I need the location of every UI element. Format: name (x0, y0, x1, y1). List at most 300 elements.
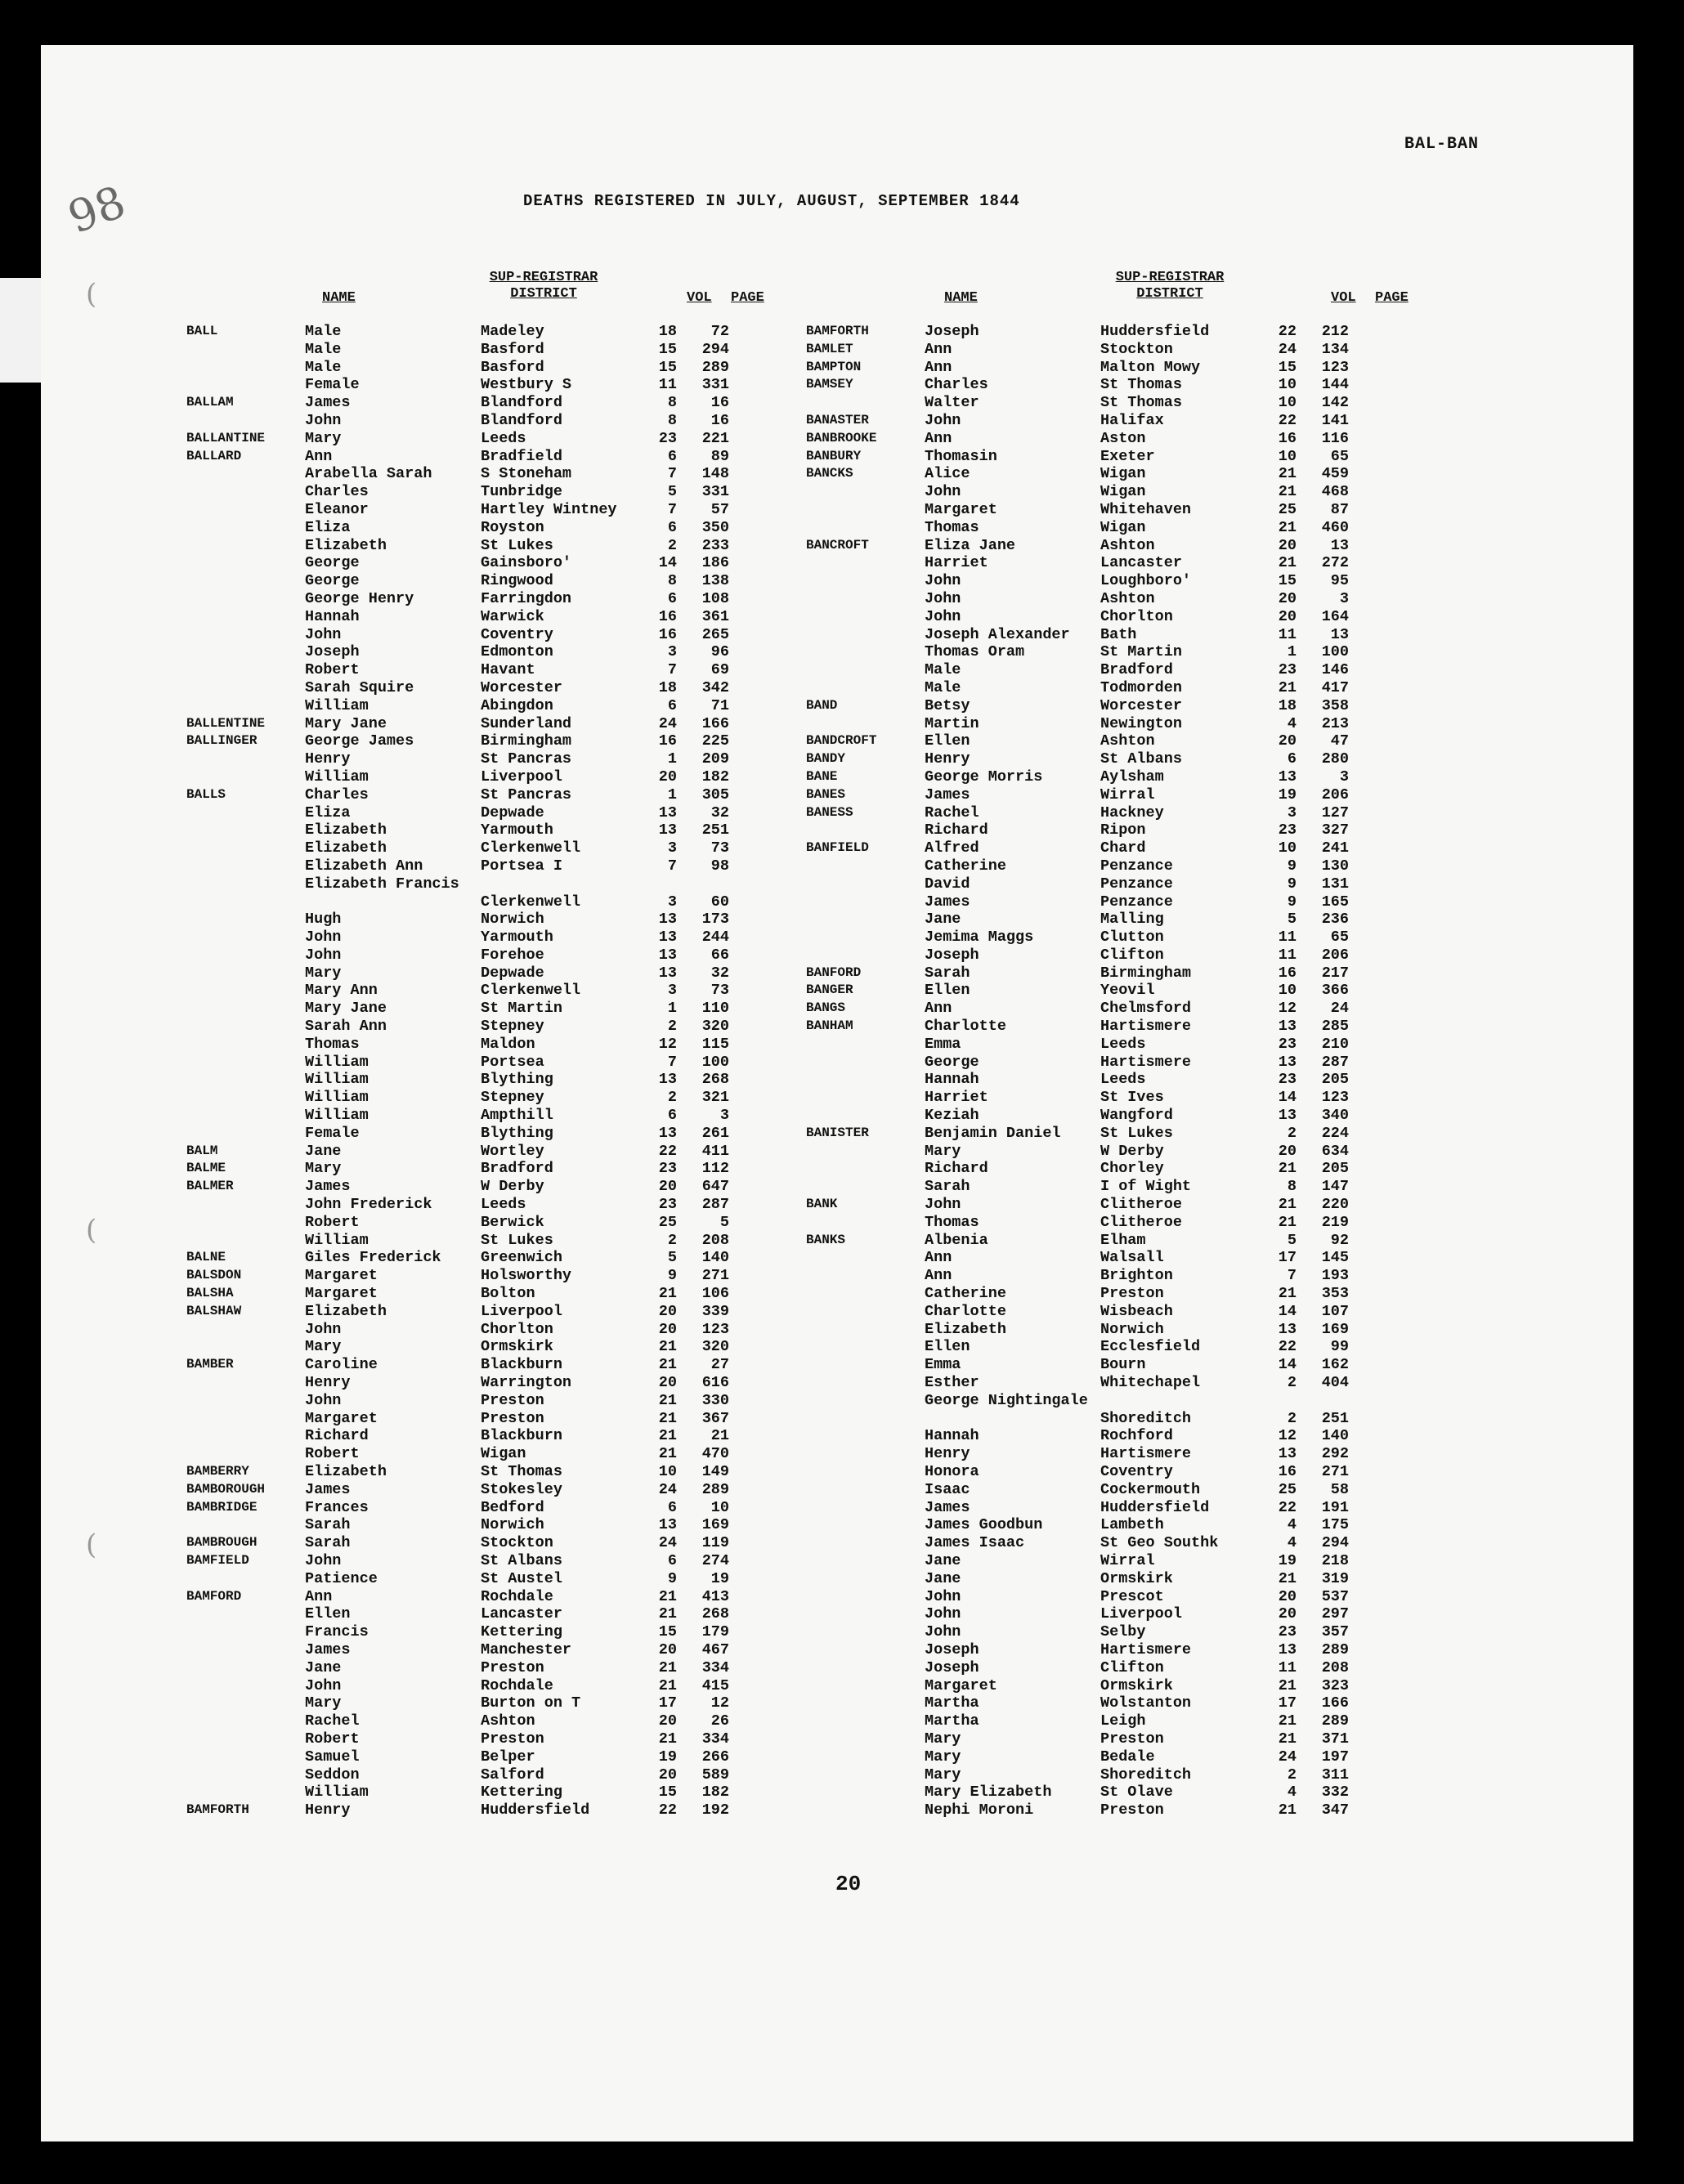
entry-volume: 11 (1278, 946, 1297, 964)
entry-district: Salford (481, 1766, 544, 1783)
entry-given-name: Henry (305, 1801, 351, 1819)
entry-volume: 13 (658, 911, 677, 929)
entry-page-ref: 331 (701, 376, 729, 394)
entry-volume: 8 (1287, 1178, 1297, 1196)
entry-page-ref: 112 (701, 1160, 729, 1178)
entry-volume: 13 (1278, 1018, 1297, 1036)
entry-given-name: Eliza Jane (925, 536, 1016, 554)
entry-volume: 20 (1278, 1605, 1297, 1623)
entry-district: St Austel (481, 1569, 562, 1587)
entry-page-ref: 89 (710, 447, 729, 465)
entry-page-ref: 206 (1321, 946, 1349, 964)
entry-page-ref: 289 (1321, 1712, 1349, 1730)
entry-district: Selby (1100, 1623, 1146, 1641)
entry-given-name: Elizabeth Ann (305, 857, 423, 875)
entry-volume: 24 (658, 1534, 677, 1552)
entry-page-ref: 131 (1321, 875, 1349, 893)
entry-district: Berwick (481, 1213, 544, 1231)
entry-page-ref: 92 (1330, 1231, 1349, 1249)
entry-given-name: Seddon (305, 1766, 360, 1783)
entry-district: Maldon (481, 1035, 535, 1053)
entry-volume: 3 (667, 982, 677, 1000)
entry-district: St Albans (481, 1551, 562, 1569)
entry-surname: BALLARD (186, 448, 242, 463)
entry-volume: 20 (658, 1766, 677, 1783)
entry-district: Clerkenwell (481, 893, 581, 911)
entry-page-ref: 140 (701, 1249, 729, 1267)
entry-district: W Derby (1100, 1142, 1164, 1160)
entry-given-name: Ann (925, 1267, 952, 1285)
entry-volume: 13 (1278, 768, 1297, 785)
entry-page-ref: 268 (701, 1605, 729, 1623)
entry-given-name: Thomas (925, 1213, 979, 1231)
entry-page-ref: 95 (1330, 572, 1349, 590)
entry-district: St Olave (1100, 1783, 1173, 1801)
entry-volume: 22 (1278, 1338, 1297, 1356)
entry-surname: BAMLET (806, 341, 853, 356)
entry-given-name: John (305, 1320, 342, 1338)
entry-given-name: Ellen (925, 1338, 970, 1356)
entry-district: Stockton (481, 1534, 553, 1552)
entry-page-ref: 191 (1321, 1498, 1349, 1516)
entry-volume: 21 (1278, 1160, 1297, 1178)
entry-district: Lambeth (1100, 1516, 1164, 1534)
entry-district: St Martin (481, 1000, 562, 1018)
index-range-code: BAL-BAN (1404, 135, 1480, 154)
entry-page-ref: 27 (710, 1356, 729, 1374)
entry-given-name: Elizabeth (305, 1463, 387, 1480)
entry-surname: BALSHA (186, 1286, 234, 1301)
entry-district: Sunderland (481, 714, 572, 732)
entry-volume: 21 (658, 1285, 677, 1303)
entry-page-ref: 353 (1321, 1285, 1349, 1303)
entry-page-ref: 192 (701, 1801, 729, 1819)
entry-district: Yarmouth (481, 821, 553, 839)
entry-given-name: Thomas (925, 518, 979, 536)
entry-district: Wigan (481, 1445, 526, 1463)
entry-given-name: Margaret (925, 500, 997, 518)
entry-given-name: Male (305, 323, 342, 340)
entry-district: Hartismere (1100, 1053, 1192, 1071)
entry-given-name: James (925, 785, 970, 803)
entry-district: Penzance (1100, 893, 1173, 911)
entry-district: Penzance (1100, 875, 1173, 893)
entry-district: Chorley (1100, 1160, 1164, 1178)
entry-district: Westbury S (481, 376, 572, 394)
entry-given-name: Joseph (925, 323, 979, 340)
entry-district: Manchester (481, 1640, 572, 1658)
entry-page-ref: 205 (1321, 1160, 1349, 1178)
entry-volume: 14 (1278, 1356, 1297, 1374)
entry-volume: 24 (1278, 340, 1297, 358)
entry-surname: BANES (806, 786, 846, 802)
entry-volume: 8 (667, 394, 677, 412)
entry-district: Preston (481, 1658, 544, 1676)
entry-page-ref: 149 (701, 1463, 729, 1480)
punch-hole-icon: ( (86, 1214, 97, 1246)
entry-district: Preston (1100, 1285, 1164, 1303)
entry-page-ref: 417 (1321, 678, 1349, 696)
entry-surname: BALLANTINE (186, 430, 266, 445)
entry-district: Leeds (481, 1196, 526, 1214)
entry-page-ref: 251 (1321, 1409, 1349, 1427)
entry-given-name: Thomas Oram (925, 643, 1025, 661)
entry-given-name: Robert (305, 1213, 360, 1231)
entry-volume: 2 (667, 1018, 677, 1036)
entry-page-ref: 305 (701, 785, 729, 803)
entry-given-name: Male (925, 661, 961, 679)
entry-district: Blackburn (481, 1427, 562, 1445)
entry-district: Bedford (481, 1498, 544, 1516)
entry-volume: 7 (667, 1053, 677, 1071)
entry-page-ref: 19 (710, 1569, 729, 1587)
entry-given-name: Samuel (305, 1748, 360, 1766)
entry-page-ref: 65 (1330, 929, 1349, 947)
entry-volume: 13 (658, 821, 677, 839)
entry-district: Hackney (1100, 803, 1164, 821)
entry-surname: BANK (806, 1197, 838, 1212)
entry-page-ref: 647 (701, 1178, 729, 1196)
entry-district: Wirral (1100, 1551, 1155, 1569)
entry-given-name: Mary (925, 1748, 961, 1766)
entry-given-name: John Frederick (305, 1196, 432, 1214)
entry-page-ref: 182 (701, 1783, 729, 1801)
entry-district: Lancaster (481, 1605, 562, 1623)
entry-volume: 20 (1278, 1142, 1297, 1160)
entry-volume: 10 (1278, 982, 1297, 1000)
entry-volume: 21 (658, 1409, 677, 1427)
entry-district: Portsea (481, 1053, 544, 1071)
entry-given-name: John (305, 1551, 342, 1569)
entry-given-name: Ann (925, 429, 952, 447)
entry-district: Basford (481, 340, 544, 358)
entry-given-name: Jane (925, 911, 961, 929)
entry-district: I of Wight (1100, 1178, 1192, 1196)
entry-volume: 13 (1278, 1445, 1297, 1463)
entry-volume: 22 (1278, 323, 1297, 340)
entry-given-name: Walter (925, 394, 979, 412)
entry-volume: 13 (658, 1516, 677, 1534)
entry-district: Havant (481, 661, 535, 679)
entry-district: Ormskirk (1100, 1569, 1173, 1587)
entry-page-ref: 217 (1321, 964, 1349, 982)
entry-district: Holsworthy (481, 1267, 572, 1285)
entry-page-ref: 467 (701, 1640, 729, 1658)
entry-given-name: Sarah (925, 964, 970, 982)
entry-given-name: James (305, 1178, 351, 1196)
entry-given-name: Mary (305, 429, 342, 447)
entry-district: Halifax (1100, 411, 1164, 429)
entry-surname: BAMBRIDGE (186, 1499, 258, 1515)
entry-given-name: Margaret (925, 1676, 997, 1694)
entry-given-name: Joseph (925, 1640, 979, 1658)
entry-district: Blandford (481, 394, 562, 412)
entry-given-name: Betsy (925, 696, 970, 714)
entry-page-ref: 266 (701, 1748, 729, 1766)
entry-volume: 23 (658, 1196, 677, 1214)
entry-district: Worcester (1100, 696, 1182, 714)
entry-page-ref: 339 (701, 1302, 729, 1320)
entry-page-ref: 332 (1321, 1783, 1349, 1801)
entry-district: Preston (1100, 1801, 1164, 1819)
entry-district: Wortley (481, 1142, 544, 1160)
entry-volume: 16 (658, 732, 677, 750)
entry-given-name: Robert (305, 661, 360, 679)
entry-volume: 11 (1278, 1658, 1297, 1676)
handwritten-mark: 98 (61, 176, 132, 244)
entry-given-name: Ann (925, 1000, 952, 1018)
entry-district: Clutton (1100, 929, 1164, 947)
entry-district: Yarmouth (481, 929, 553, 947)
entry-page-ref: 32 (710, 964, 729, 982)
entry-volume: 24 (658, 714, 677, 732)
entry-page-ref: 10 (710, 1498, 729, 1516)
entry-district: Blandford (481, 411, 562, 429)
name-header: NAME (322, 290, 356, 306)
entry-page-ref: 144 (1321, 376, 1349, 394)
entry-volume: 20 (1278, 589, 1297, 607)
entry-page-ref: 289 (701, 358, 729, 376)
entry-volume: 2 (667, 536, 677, 554)
entry-page-ref: 108 (701, 589, 729, 607)
entry-given-name: John (925, 607, 961, 625)
entry-volume: 7 (667, 500, 677, 518)
entry-page-ref: 415 (701, 1676, 729, 1694)
entry-volume: 24 (1278, 1748, 1297, 1766)
entry-given-name: Eliza (305, 518, 351, 536)
entry-surname: BANBURY (806, 448, 862, 463)
entry-given-name: William (305, 1071, 369, 1089)
entry-given-name: Henry (305, 1374, 351, 1392)
entry-page-ref: 162 (1321, 1356, 1349, 1374)
entry-volume: 23 (1278, 821, 1297, 839)
entry-page-ref: 330 (701, 1391, 729, 1409)
entry-volume: 21 (658, 1445, 677, 1463)
entry-volume: 1 (667, 1000, 677, 1018)
entry-volume: 12 (1278, 1427, 1297, 1445)
entry-volume: 9 (1287, 875, 1297, 893)
name-header-right: NAME (944, 290, 978, 306)
entry-volume: 20 (1278, 536, 1297, 554)
entry-given-name: James Isaac (925, 1534, 1025, 1552)
entry-volume: 20 (658, 1320, 677, 1338)
entry-given-name: Henry (925, 750, 970, 768)
entry-given-name: John (305, 625, 342, 643)
entry-volume: 11 (658, 376, 677, 394)
entry-district: Blything (481, 1124, 553, 1142)
vol-header-right: VOL (1331, 290, 1356, 306)
entry-district: Norwich (481, 1516, 544, 1534)
entry-page-ref: 413 (701, 1587, 729, 1605)
entry-given-name: James (305, 1480, 351, 1498)
entry-given-name: Arabella Sarah (305, 465, 432, 483)
entry-district: St Albans (1100, 750, 1182, 768)
entry-page-ref: 271 (1321, 1463, 1349, 1480)
entry-page-ref: 142 (1321, 394, 1349, 412)
entry-given-name: Female (305, 1124, 360, 1142)
entry-surname: BALLAM (186, 395, 234, 410)
entry-given-name: Eliza (305, 803, 351, 821)
left-edge-tab (0, 278, 43, 383)
entry-given-name: David (925, 875, 970, 893)
entry-volume: 7 (1287, 1267, 1297, 1285)
entry-page-ref: 271 (701, 1267, 729, 1285)
entry-given-name: Mary Jane (305, 1000, 387, 1018)
entry-district: Clerkenwell (481, 839, 581, 857)
entry-volume: 17 (1278, 1249, 1297, 1267)
entry-volume: 8 (667, 572, 677, 590)
entry-district: Coventry (1100, 1463, 1173, 1480)
entry-volume: 6 (667, 1498, 677, 1516)
entry-district: Kettering (481, 1783, 562, 1801)
entry-volume: 25 (1278, 1480, 1297, 1498)
entry-page-ref: 169 (701, 1516, 729, 1534)
entry-district: Birmingham (481, 732, 572, 750)
punch-hole-icon: ( (86, 278, 97, 311)
entry-district: Wigan (1100, 465, 1146, 483)
entry-volume: 22 (658, 1142, 677, 1160)
entry-district: Ripon (1100, 821, 1146, 839)
entry-given-name: Robert (305, 1445, 360, 1463)
entry-given-name: George (305, 554, 360, 572)
entry-page-ref: 107 (1321, 1302, 1349, 1320)
entry-given-name: Emma (925, 1035, 961, 1053)
entry-volume: 20 (658, 1302, 677, 1320)
entry-given-name: Richard (925, 1160, 988, 1178)
entry-page-ref: 334 (701, 1730, 729, 1748)
entry-given-name: Henry (925, 1445, 970, 1463)
entry-given-name: Hannah (305, 607, 360, 625)
entry-given-name: Ellen (925, 732, 970, 750)
entry-page-ref: 327 (1321, 821, 1349, 839)
entry-district: Bedale (1100, 1748, 1155, 1766)
entry-page-ref: 634 (1321, 1142, 1349, 1160)
entry-volume: 19 (1278, 785, 1297, 803)
entry-district: Clifton (1100, 1658, 1164, 1676)
entry-volume: 3 (667, 643, 677, 661)
entry-given-name: Ann (925, 340, 952, 358)
entry-surname: BANBROOKE (806, 430, 877, 445)
entry-volume: 10 (1278, 839, 1297, 857)
entry-surname: BANFIELD (806, 840, 869, 856)
entry-given-name: Rachel (305, 1712, 360, 1730)
entry-page-ref: 323 (1321, 1676, 1349, 1694)
entry-district: Wisbeach (1100, 1302, 1173, 1320)
entry-volume: 11 (1278, 625, 1297, 643)
entry-given-name: Elizabeth Francis (305, 875, 459, 893)
entry-page-ref: 13 (1330, 625, 1349, 643)
entry-volume: 6 (1287, 750, 1297, 768)
entry-volume: 5 (1287, 911, 1297, 929)
entry-page-ref: 99 (1330, 1338, 1349, 1356)
entry-district: Abingdon (481, 696, 553, 714)
entry-given-name: Joseph Alexander (925, 625, 1070, 643)
entry-volume: 3 (1287, 803, 1297, 821)
entry-district: Forehoe (481, 946, 544, 964)
entry-page-ref: 287 (701, 1196, 729, 1214)
entry-page-ref: 460 (1321, 518, 1349, 536)
entry-volume: 9 (1287, 893, 1297, 911)
entry-district: St Ives (1100, 1089, 1164, 1107)
entry-district: Warwick (481, 607, 544, 625)
entry-page-ref: 251 (701, 821, 729, 839)
entry-page-ref: 110 (701, 1000, 729, 1018)
entry-given-name: Female (305, 376, 360, 394)
entry-district: Depwade (481, 964, 544, 982)
entry-given-name: Eleanor (305, 500, 369, 518)
entry-volume: 23 (1278, 1035, 1297, 1053)
entry-given-name: John (925, 1196, 961, 1214)
entry-page-ref: 3 (1339, 768, 1349, 785)
entry-volume: 20 (1278, 1587, 1297, 1605)
entry-page-ref: 166 (1321, 1694, 1349, 1712)
entry-volume: 21 (658, 1676, 677, 1694)
entry-district: Leeds (1100, 1035, 1146, 1053)
entry-page-ref: 208 (701, 1231, 729, 1249)
entry-given-name: Mary Ann (305, 982, 378, 1000)
entry-page-ref: 24 (1330, 1000, 1349, 1018)
entry-volume: 15 (658, 358, 677, 376)
entry-page-ref: 5 (719, 1213, 729, 1231)
entry-district: Bourn (1100, 1356, 1146, 1374)
entry-given-name: Martha (925, 1712, 979, 1730)
entry-page-ref: 146 (1321, 661, 1349, 679)
entry-page-ref: 212 (1321, 323, 1349, 340)
entry-district: Worcester (481, 678, 562, 696)
entry-district: Wigan (1100, 518, 1146, 536)
entry-district: Wigan (1100, 483, 1146, 501)
entry-district: Yeovil (1100, 982, 1155, 1000)
entry-volume: 21 (1278, 1213, 1297, 1231)
entry-given-name: Honora (925, 1463, 979, 1480)
entry-given-name: William (305, 1783, 369, 1801)
entry-volume: 1 (667, 750, 677, 768)
entry-district: Ampthill (481, 1107, 553, 1125)
entry-given-name: Benjamin Daniel (925, 1124, 1061, 1142)
entry-given-name: Mary (925, 1142, 961, 1160)
entry-page-ref: 3 (1339, 589, 1349, 607)
entry-district: Penzance (1100, 857, 1173, 875)
entry-page-ref: 66 (710, 946, 729, 964)
entry-district: Farringdon (481, 589, 572, 607)
entry-volume: 6 (667, 518, 677, 536)
entry-volume: 15 (658, 1623, 677, 1641)
entry-district: Rochdale (481, 1587, 553, 1605)
entry-given-name: Margaret (305, 1285, 378, 1303)
entry-page-ref: 197 (1321, 1748, 1349, 1766)
entry-volume: 20 (658, 768, 677, 785)
entry-district: Prescot (1100, 1587, 1164, 1605)
entry-district: Basford (481, 358, 544, 376)
entry-district: Elham (1100, 1231, 1146, 1249)
entry-district: Chelmsford (1100, 1000, 1192, 1018)
entry-given-name: Elizabeth (305, 821, 387, 839)
entry-district: Huddersfield (481, 1801, 590, 1819)
entry-district: St Lukes (481, 1231, 553, 1249)
entry-district: St Thomas (1100, 394, 1182, 412)
entry-given-name: James Goodbun (925, 1516, 1043, 1534)
entry-page-ref: 289 (701, 1480, 729, 1498)
entry-given-name: Sarah Ann (305, 1018, 387, 1036)
entry-volume: 17 (1278, 1694, 1297, 1712)
entry-volume: 25 (1278, 500, 1297, 518)
entry-given-name: Catherine (925, 1285, 1006, 1303)
entry-page-ref: 69 (710, 661, 729, 679)
entry-volume: 13 (658, 1124, 677, 1142)
entry-district: Hartismere (1100, 1640, 1192, 1658)
entry-volume: 10 (1278, 394, 1297, 412)
entry-volume: 6 (667, 696, 677, 714)
